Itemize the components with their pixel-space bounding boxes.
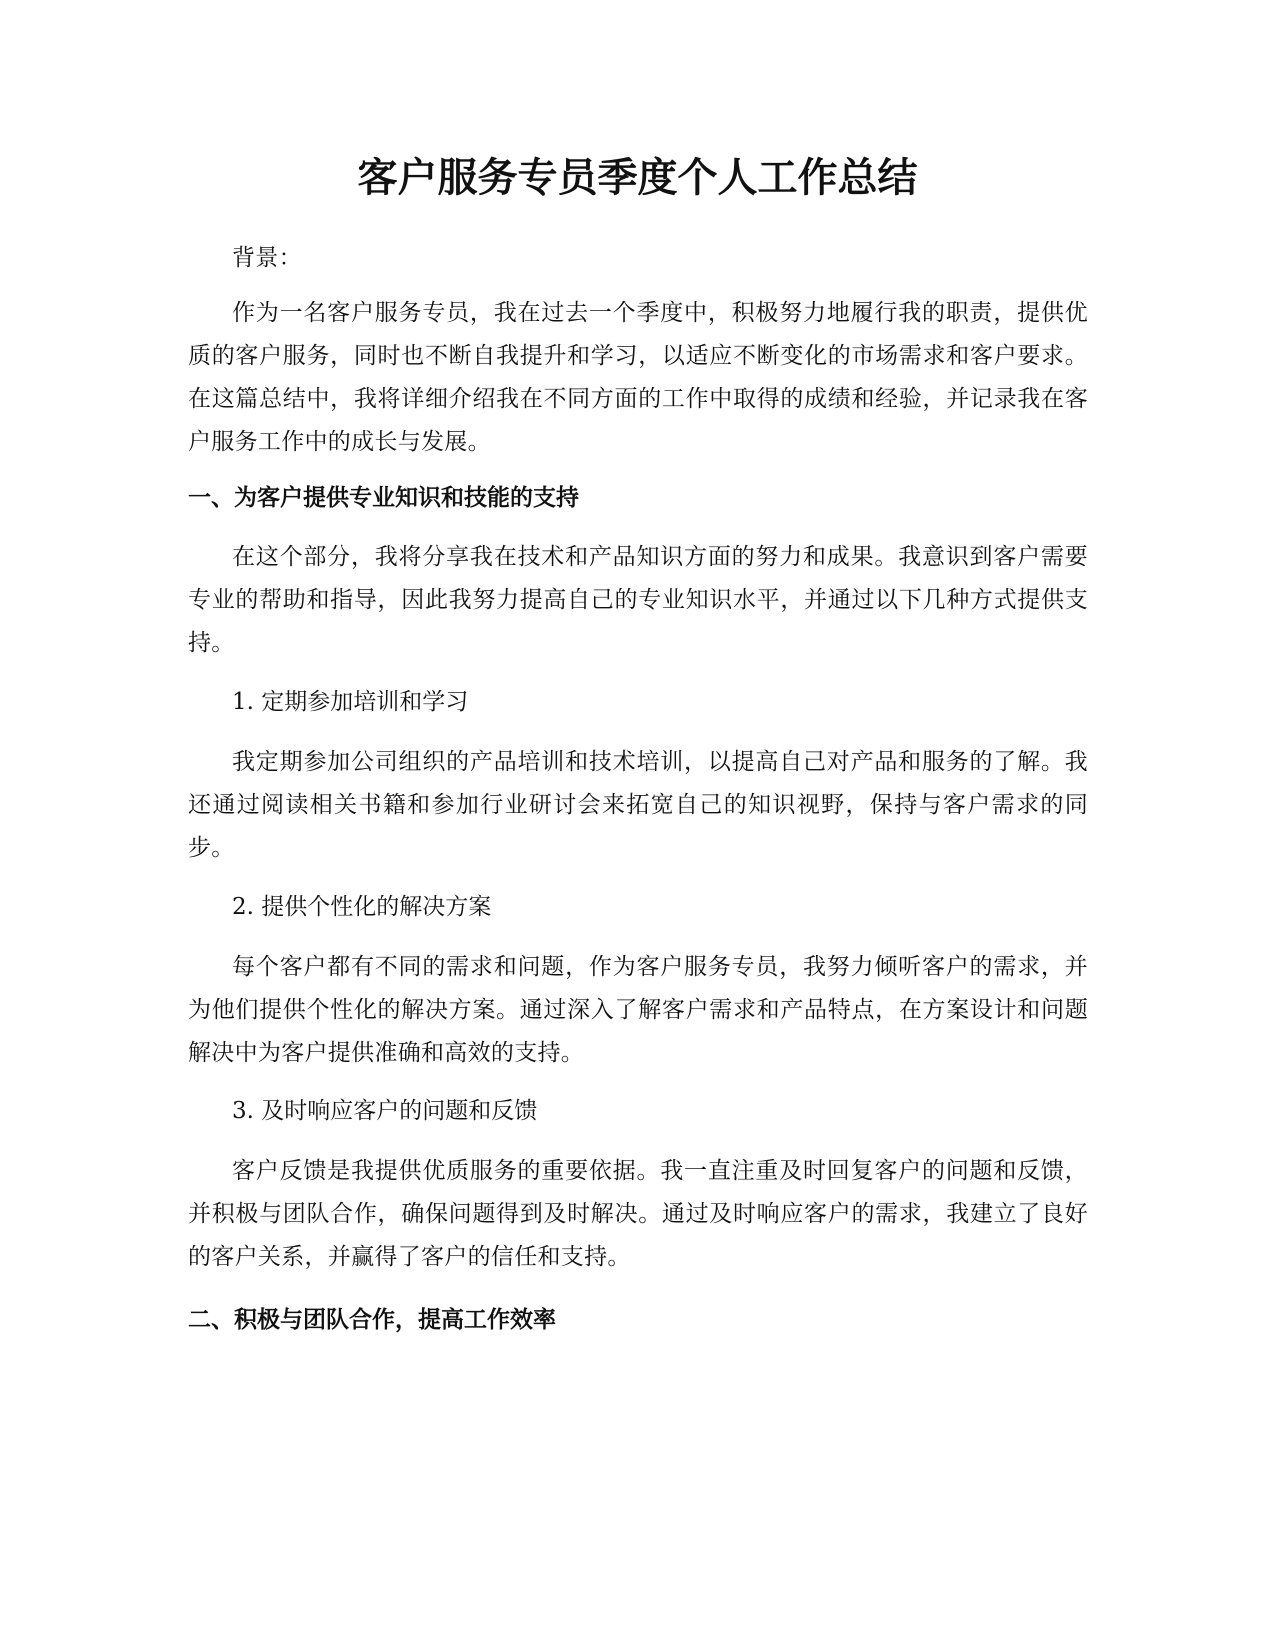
item-3-body: 客户反馈是我提供优质服务的重要依据。我一直注重及时回复客户的问题和反馈，并积极与团队合作，确保问题得到及时解决。通过及时响应客户的需求，我建立了良好的客户关系，并赢得了客户的信任和支持。 [188,1158,1088,1270]
item-2-body: 每个客户都有不同的需求和问题，作为客户服务专员，我努力倾听客户的需求，并为他们提供个性化的解决方案。通过深入了解客户需求和产品特点，在方案设计和问题解决中为客户提供准确和高效的支持。 [188,954,1088,1066]
section-2-heading: 二、积极与团队合作，提高工作效率 [188,1307,556,1333]
background-label: 背景： [232,245,302,271]
section-1-intro: 在这个部分，我将分享我在技术和产品知识方面的努力和成果。我意识到客户需要专业的帮助和指导，因此我努力提高自己的专业知识水平，并通过以下几种方式提供支持。 [188,544,1088,656]
item-1-title: 1. 定期参加培训和学习 [232,689,469,715]
document-title: 客户服务专员季度个人工作总结 [357,155,918,201]
item-1-body: 我定期参加公司组织的产品培训和技术培训，以提高自己对产品和服务的了解。我还通过阅读相关书籍和参加行业研讨会来拓宽自己的知识视野，保持与客户需求的同步。 [188,749,1088,861]
item-3-title: 3. 及时响应客户的问题和反馈 [232,1098,538,1124]
intro-paragraph: 作为一名客户服务专员，我在过去一个季度中，积极努力地履行我的职责，提供优质的客户服务，同时也不断自我提升和学习，以适应不断变化的市场需求和客户要求。在这篇总结中，我将详细介绍我在不同方面的工作中取得的成绩和经验，并记录我在客户服务工作中的成长与发展。 [188,300,1088,455]
item-2-title: 2. 提供个性化的解决方案 [232,894,492,920]
section-1-heading: 一、为客户提供专业知识和技能的支持 [188,485,579,511]
